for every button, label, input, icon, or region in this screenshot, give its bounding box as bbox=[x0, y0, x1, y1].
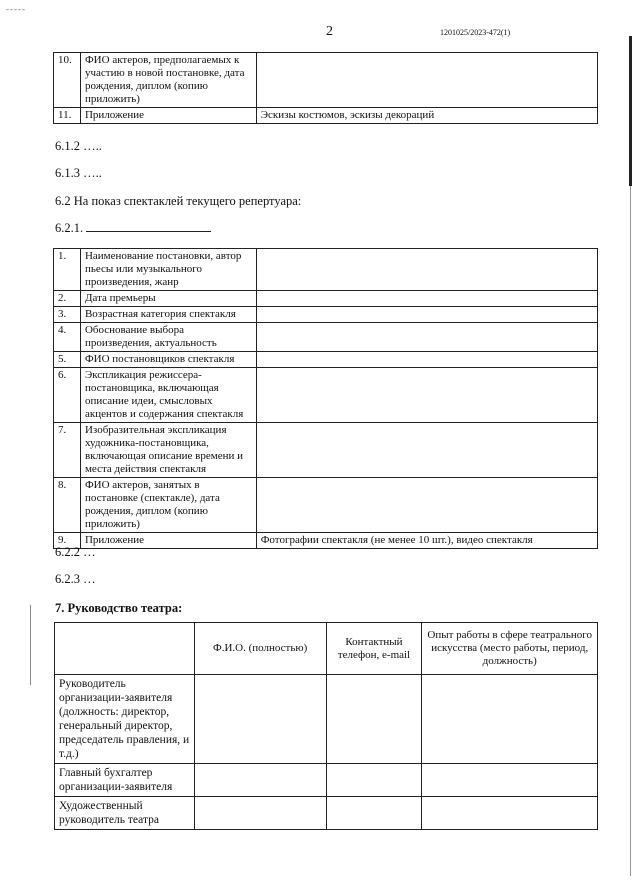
table-repertoire-6-2-1 bbox=[53, 248, 598, 549]
row-number: 6. bbox=[54, 368, 81, 423]
table-row bbox=[54, 533, 598, 549]
role-label: Художественный руководитель театра bbox=[55, 797, 195, 830]
row-value bbox=[256, 53, 597, 108]
scan-edge-mark bbox=[629, 36, 632, 186]
header-empty-cell bbox=[55, 623, 195, 675]
row-label: Дата премьеры bbox=[80, 291, 256, 307]
contact-cell bbox=[326, 797, 422, 830]
table-row bbox=[54, 423, 598, 478]
table-header-row bbox=[55, 623, 598, 675]
row-number: 8. bbox=[54, 478, 81, 533]
contact-cell bbox=[326, 764, 422, 797]
row-value bbox=[256, 323, 597, 352]
table-row bbox=[54, 478, 598, 533]
contact-cell bbox=[326, 675, 422, 764]
row-value: Эскизы костюмов, эскизы декораций bbox=[256, 108, 597, 124]
section-7-heading: 7. Руководство театра: bbox=[55, 601, 183, 615]
row-value bbox=[256, 368, 597, 423]
row-value bbox=[256, 307, 597, 323]
row-label: Приложение bbox=[80, 108, 256, 124]
fio-cell bbox=[194, 797, 326, 830]
table-row bbox=[55, 797, 598, 830]
header-fio: Ф.И.О. (полностью) bbox=[194, 623, 326, 675]
row-number: 1. bbox=[54, 249, 81, 291]
role-label: Главный бухгалтер организации-заявителя bbox=[55, 764, 195, 797]
table-row bbox=[54, 108, 598, 124]
table-row bbox=[55, 764, 598, 797]
row-label: Изобразительная экспликация художника-постановщика, включающая описание времени и места действия спектакля bbox=[80, 423, 256, 478]
row-label: ФИО актеров, предполагаемых к участию в новой постановке, дата рождения, диплом (копию приложить) bbox=[80, 53, 256, 108]
row-number: 3. bbox=[54, 307, 81, 323]
row-value bbox=[256, 249, 597, 291]
row-label: ФИО постановщиков спектакля bbox=[80, 352, 256, 368]
blank-line bbox=[86, 220, 211, 232]
item-6-1-3: 6.1.3 ….. bbox=[55, 166, 102, 180]
row-label: Возрастная категория спектакля bbox=[80, 307, 256, 323]
document-id: 1201025/2023-472(1) bbox=[440, 28, 511, 37]
row-label: ФИО актеров, занятых в постановке (спектакле), дата рождения, диплом (копию приложить) bbox=[80, 478, 256, 533]
scan-edge-line bbox=[630, 186, 631, 876]
item-6-2-1 bbox=[55, 220, 211, 236]
table-row bbox=[54, 307, 598, 323]
row-value bbox=[256, 478, 597, 533]
row-number: 10. bbox=[54, 53, 81, 108]
experience-cell bbox=[422, 675, 598, 764]
table-row bbox=[54, 368, 598, 423]
table-new-production-continued bbox=[53, 52, 598, 124]
role-label: Руководитель организации-заявителя (должность: директор, генеральный директор, председатель правления, и т.д.) bbox=[55, 675, 195, 764]
row-label: Приложение bbox=[80, 533, 256, 549]
fio-cell bbox=[194, 764, 326, 797]
table-row bbox=[55, 675, 598, 764]
experience-cell bbox=[422, 797, 598, 830]
table-row bbox=[54, 291, 598, 307]
row-value bbox=[256, 291, 597, 307]
row-number: 2. bbox=[54, 291, 81, 307]
row-number: 4. bbox=[54, 323, 81, 352]
row-value bbox=[256, 423, 597, 478]
table-row bbox=[54, 352, 598, 368]
row-number: 11. bbox=[54, 108, 81, 124]
row-number: 9. bbox=[54, 533, 81, 549]
item-6-2-3: 6.2.3 … bbox=[55, 572, 96, 586]
row-label: Наименование постановки, автор пьесы или музыкального произведения, жанр bbox=[80, 249, 256, 291]
row-number: 7. bbox=[54, 423, 81, 478]
row-number: 5. bbox=[54, 352, 81, 368]
header-experience: Опыт работы в сфере театрального искусства (место работы, период, должность) bbox=[422, 623, 598, 675]
corner-mark: ----- bbox=[6, 4, 26, 14]
row-value bbox=[256, 352, 597, 368]
table-row bbox=[54, 323, 598, 352]
row-label: Экспликация режиссера-постановщика, включающая описание идеи, смысловых акцентов и содержания спектакля bbox=[80, 368, 256, 423]
table-row bbox=[54, 249, 598, 291]
header-contact: Контактный телефон, e-mail bbox=[326, 623, 422, 675]
page-number: 2 bbox=[326, 24, 333, 39]
fio-cell bbox=[194, 675, 326, 764]
table-theatre-management bbox=[54, 622, 598, 830]
item-6-2-1-label: 6.2.1. bbox=[55, 221, 84, 235]
row-value: Фотографии спектакля (не менее 10 шт.), видео спектакля bbox=[256, 533, 597, 549]
section-6-2-heading: 6.2 На показ спектаклей текущего репертуара: bbox=[55, 194, 302, 208]
item-6-1-2: 6.1.2 ….. bbox=[55, 139, 102, 153]
row-label: Обоснование выбора произведения, актуальность bbox=[80, 323, 256, 352]
table-row bbox=[54, 53, 598, 108]
item-6-2-2: 6.2.2 … bbox=[55, 545, 96, 559]
scan-left-mark bbox=[30, 605, 31, 685]
experience-cell bbox=[422, 764, 598, 797]
